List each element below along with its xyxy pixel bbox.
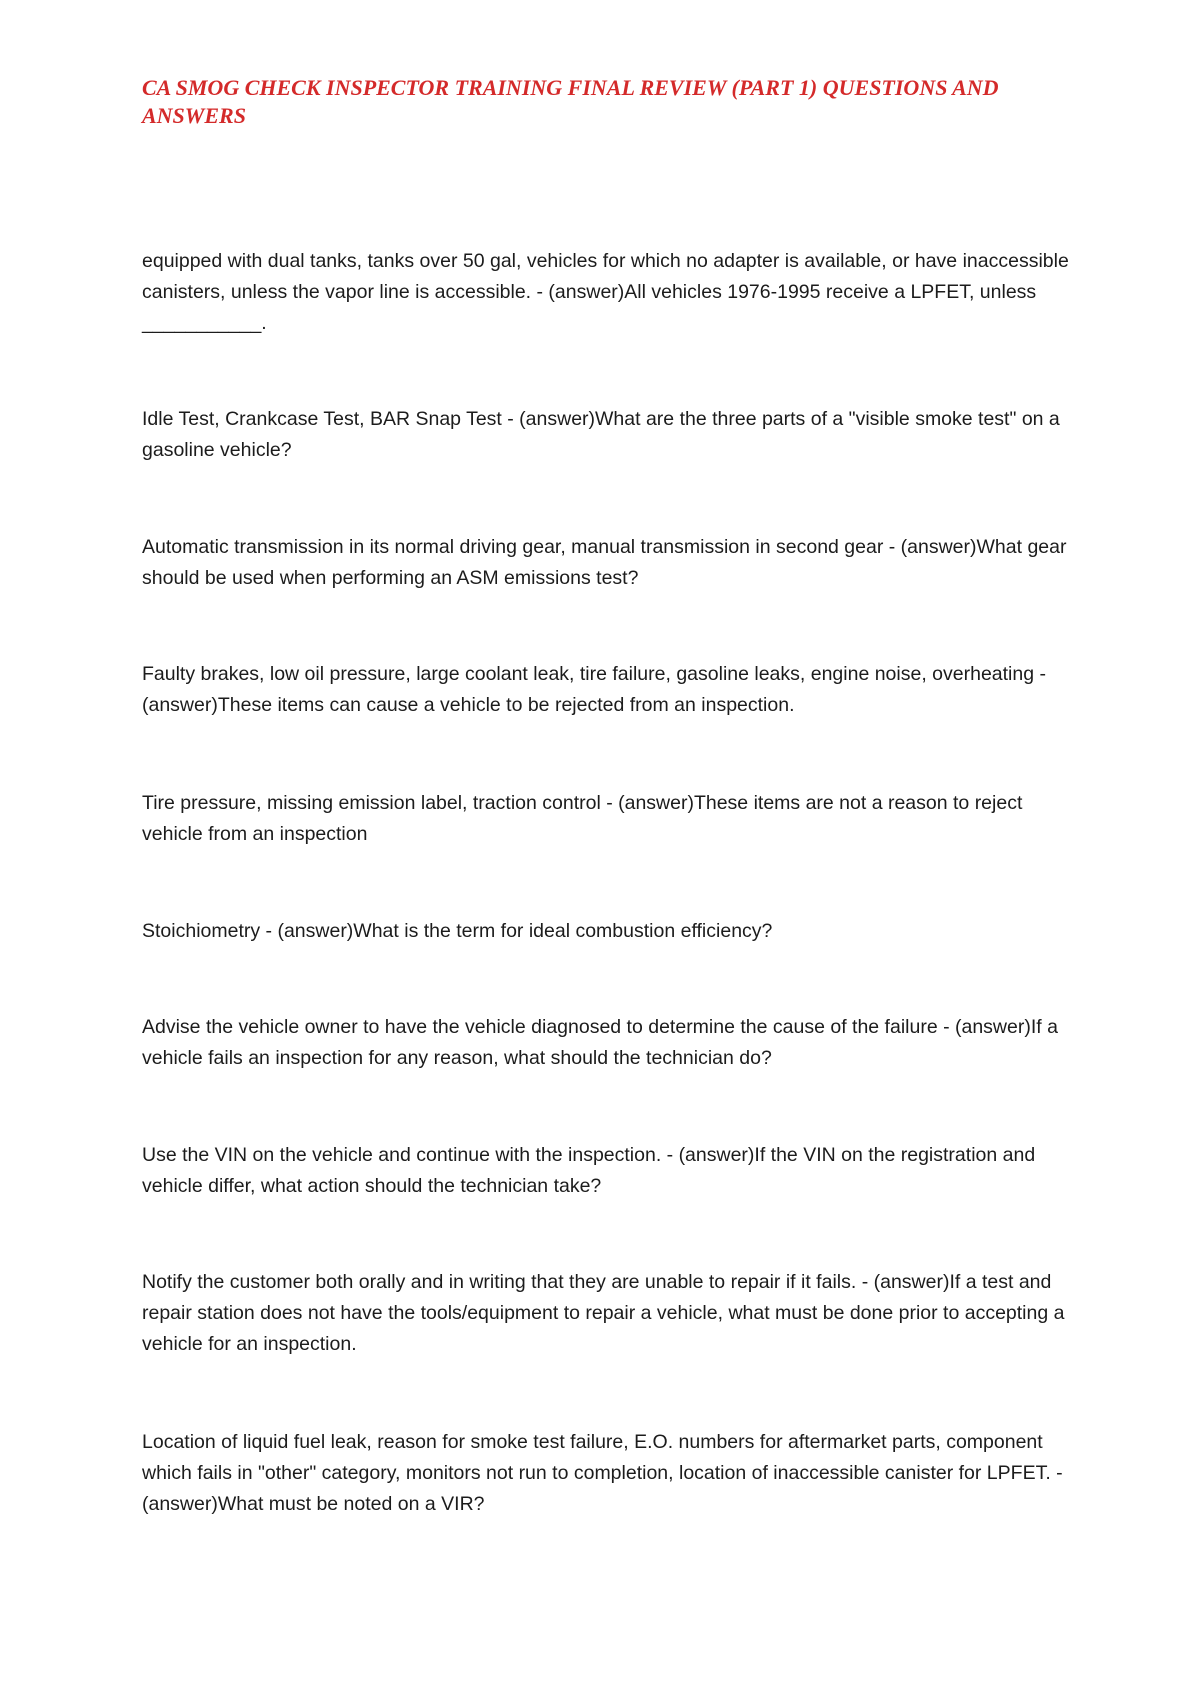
qa-item: Advise the vehicle owner to have the vehicle diagnosed to determine the cause of the failure - (answer)If a vehicle fails an inspection for any reason, what should the technician do? xyxy=(142,1016,1058,1069)
qa-item: Automatic transmission in its normal driving gear, manual transmission in second gear - (answer)What gear should be used when performing an ASM emissions test? xyxy=(142,536,1067,589)
document-title: CA SMOG CHECK INSPECTOR TRAINING FINAL REVIEW (PART 1) QUESTIONS AND ANSWERS xyxy=(142,75,999,128)
qa-item: equipped with dual tanks, tanks over 50 gal, vehicles for which no adapter is available, or have inaccessible canisters, unless the vapor line is accessible. - (answer)All vehicles 1976-1995 receive a LPFET, unless ___________. xyxy=(142,250,1069,334)
qa-item: Faulty brakes, low oil pressure, large coolant leak, tire failure, gasoline leaks, engine noise, overheating - (answer)These items can cause a vehicle to be rejected from an inspection. xyxy=(142,663,1046,716)
qa-item: Stoichiometry - (answer)What is the term for ideal combustion efficiency? xyxy=(142,920,773,942)
qa-item: Tire pressure, missing emission label, traction control - (answer)These items are not a reason to reject vehicle from an inspection xyxy=(142,792,1023,845)
qa-item: Idle Test, Crankcase Test, BAR Snap Test - (answer)What are the three parts of a "visible smoke test" on a gasoline vehicle? xyxy=(142,408,1060,461)
qa-item: Notify the customer both orally and in writing that they are unable to repair if it fails. - (answer)If a test and repair station does not have the tools/equipment to repair a vehicle, what must be done prior to accepting a vehicle for an inspection. xyxy=(142,1271,1065,1355)
qa-item: Location of liquid fuel leak, reason for smoke test failure, E.O. numbers for aftermarket parts, component which fails in "other" category, monitors not run to completion, location of inaccessible canister for LPFET. - (answer)What must be noted on a VIR? xyxy=(142,1431,1063,1515)
qa-item: Use the VIN on the vehicle and continue with the inspection. - (answer)If the VIN on the registration and vehicle differ, what action should the technician take? xyxy=(142,1144,1036,1197)
